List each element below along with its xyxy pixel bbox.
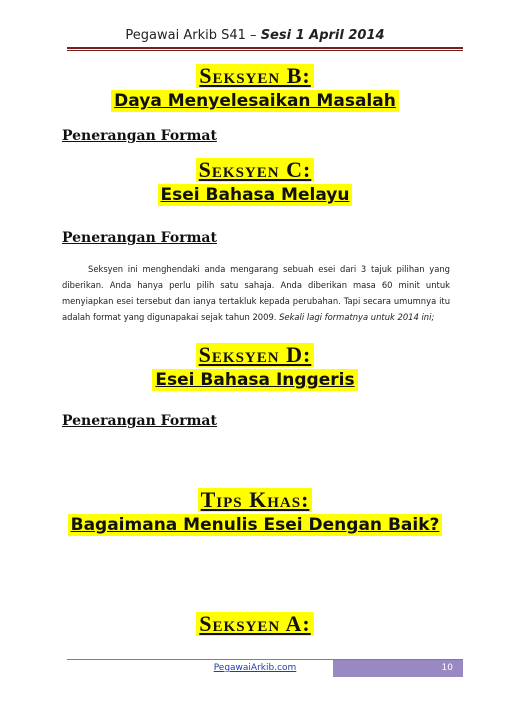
paragraph-text: Seksyen ini menghendaki anda mengarang sebuah esei dari 3 tajuk pilihan yang diberikan. Anda hanya perlu pilih satu sahaja. Anda diberikan masa 60 minit untuk menyiapkan esei tersebut dan ianya tertakluk kepada perubahan. Tapi secara umumnya itu adalah format yang digunapakai sejak tahun 2009.	[62, 264, 450, 322]
paragraph-italic: Sekali lagi formatnya untuk 2014 ini;	[279, 312, 435, 322]
section-a	[0, 612, 510, 636]
section-heading: Seksyen C:	[196, 158, 315, 182]
section-c	[0, 158, 510, 206]
format-paragraph	[62, 261, 450, 325]
section-subtitle: Esei Bahasa Melayu	[158, 184, 353, 206]
section-subtitle: Esei Bahasa Inggeris	[152, 369, 357, 391]
section-heading: Seksyen B:	[196, 64, 313, 88]
page-number: 10	[441, 663, 453, 673]
section-heading: Seksyen A:	[196, 612, 313, 636]
header-title: Pegawai Arkib S41 –	[125, 28, 261, 43]
format-label: Penerangan Format	[62, 230, 217, 246]
section-subtitle: Bagaimana Menulis Esei Dengan Baik?	[68, 514, 443, 536]
section-d	[0, 343, 510, 391]
header-rule-thin	[67, 50, 463, 51]
section-b	[0, 64, 510, 112]
section-subtitle: Daya Menyelesaikan Masalah	[111, 90, 399, 112]
section-tips	[0, 488, 510, 536]
header-session: Sesi 1 April 2014	[260, 28, 385, 43]
footer-link[interactable]: PegawaiArkib.com	[213, 663, 297, 673]
format-label: Penerangan Format	[62, 413, 217, 429]
header-rule	[67, 47, 463, 49]
section-heading: Tips Khas:	[198, 488, 313, 512]
format-label: Penerangan Format	[62, 128, 217, 144]
section-heading: Seksyen D:	[196, 343, 315, 367]
page-header	[0, 28, 510, 43]
